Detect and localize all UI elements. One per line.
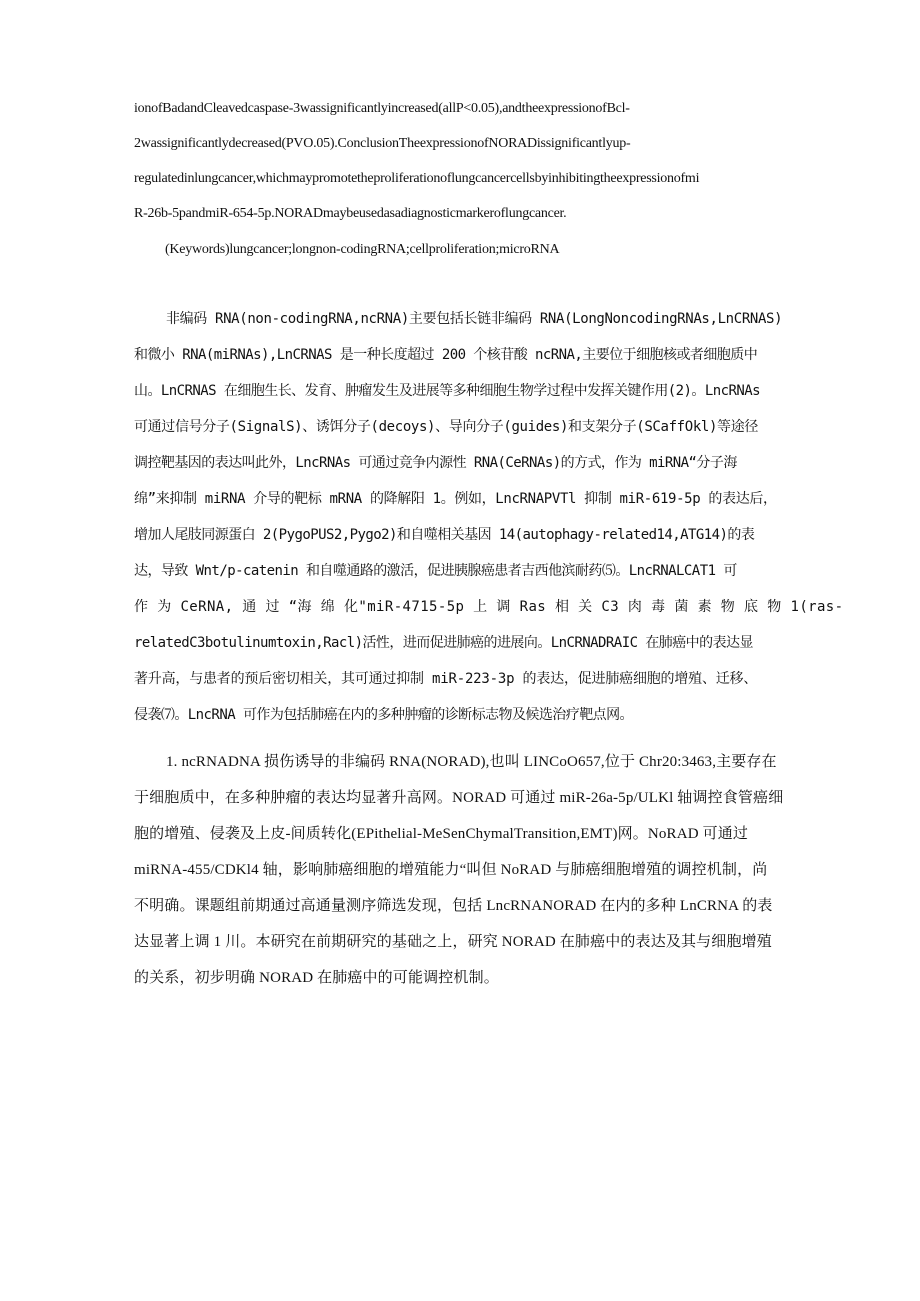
norad-line-5: 不明确。课题组前期通过高通量测序筛选发现，包括 LncRNANORAD 在内的多种 LnCRNA 的表: [134, 898, 773, 914]
abstract-line-1: ionofBadandCleavedcaspase-3wassignificantlyincreased(allP<0.05),andtheexpressionofBcl-: [134, 101, 630, 116]
norad-line-6: 达显著上调 1 川。本研究在前期研究的基础之上，研究 NORAD 在肺癌中的表达及其与细胞增殖: [134, 934, 772, 950]
intro-line-9: 作 为 CeRNA, 通 过 “海 绵 化"miR-4715-5p 上 调 Ras 相 关 C3 肉 毒 菌 素 物 底 物 1(ras-: [134, 599, 844, 615]
intro-line-1: 非编码 RNA(non-codingRNA,ncRNA)主要包括长链非编码 RNA(LongNoncodingRNAs,LnCRNAS): [166, 311, 783, 327]
intro-line-8: 达，导致 Wnt/p-catenin 和自噬通路的激活，促进胰腺癌患者吉西他滨耐药⑸。LncRNALCAT1 可: [134, 563, 737, 579]
abstract-line-3: regulatedinlungcancer,whichmaypromotetheproliferationoflungcancercellsbyinhibitingtheexpressionofmi: [134, 171, 700, 186]
norad-line-4: miRNA-455/CDKl4 轴，影响肺癌细胞的增殖能力“叫但 NoRAD 与肺癌细胞增殖的调控机制，尚: [134, 862, 768, 878]
abstract-line-2: 2wassignificantlydecreased(PVO.05).ConclusionTheexpressionofNORADissignificantlyup-: [134, 136, 631, 151]
intro-line-10: relatedC3botulinumtoxin,Racl)活性，进而促进肺癌的进展向。LnCRNADRAIC 在肺癌中的表达显: [134, 635, 753, 651]
intro-line-6: 绵”来抑制 miRNA 介导的靶标 mRNA 的降解阳 1。例如，LncRNAPVTl 抑制 miR-619-5p 的表达后，: [134, 491, 777, 507]
norad-line-7: 的关系，初步明确 NORAD 在肺癌中的可能调控机制。: [134, 970, 499, 986]
intro-line-3: 山。LnCRNAS 在细胞生长、发育、肿瘤发生及进展等多种细胞生物学过程中发挥关键作用(2)。LncRNAs: [134, 383, 761, 399]
norad-line-3: 胞的增殖、侵袭及上皮-间质转化(EPithelial-MeSenChymalTransition,EMT)网。NoRAD 可通过: [134, 826, 749, 842]
abstract-line-4: R-26b-5pandmiR-654-5p.NORADmaybeusedasadiagnosticmarkeroflungcancer.: [134, 206, 567, 221]
norad-line-2: 于细胞质中，在多种肿瘤的表达均显著升高网。NORAD 可通过 miR-26a-5p/ULKl 轴调控食管癌细: [134, 790, 784, 806]
keywords-line: (Keywords)lungcancer;longnon-codingRNA;cellproliferation;microRNA: [165, 242, 560, 257]
intro-line-11: 著升高，与患者的预后密切相关，其可通过抑制 miR-223-3p 的表达，促进肺癌细胞的增殖、迁移、: [134, 671, 758, 687]
intro-line-12: 侵袭⑺。LncRNA 可作为包括肺癌在内的多种肿瘤的诊断标志物及候选治疗靶点网。: [134, 707, 633, 723]
intro-line-4: 可通过信号分子(SignalS)、诱饵分子(decoys)、导向分子(guides)和支架分子(SCaffOkl)等途径: [134, 419, 759, 435]
intro-line-7: 增加人尾肢同源蛋白 2(PygoPUS2,Pygo2)和自噬相关基因 14(autophagy-related14,ATG14)的表: [134, 527, 755, 543]
intro-line-5: 调控靶基因的表达叫此外，LncRNAs 可通过竞争内源性 RNA(CeRNAs)的方式，作为 miRNA“分子海: [134, 455, 737, 471]
intro-line-2: 和微小 RNA(miRNAs),LnCRNAS 是一种长度超过 200 个核苷酸 ncRNA,主要位于细胞核或者细胞质中: [134, 347, 758, 363]
norad-line-1: 1. ncRNADNA 损伤诱导的非编码 RNA(NORAD),也叫 LINCoO657,位于 Chr20:3463,主要存在: [166, 754, 777, 770]
